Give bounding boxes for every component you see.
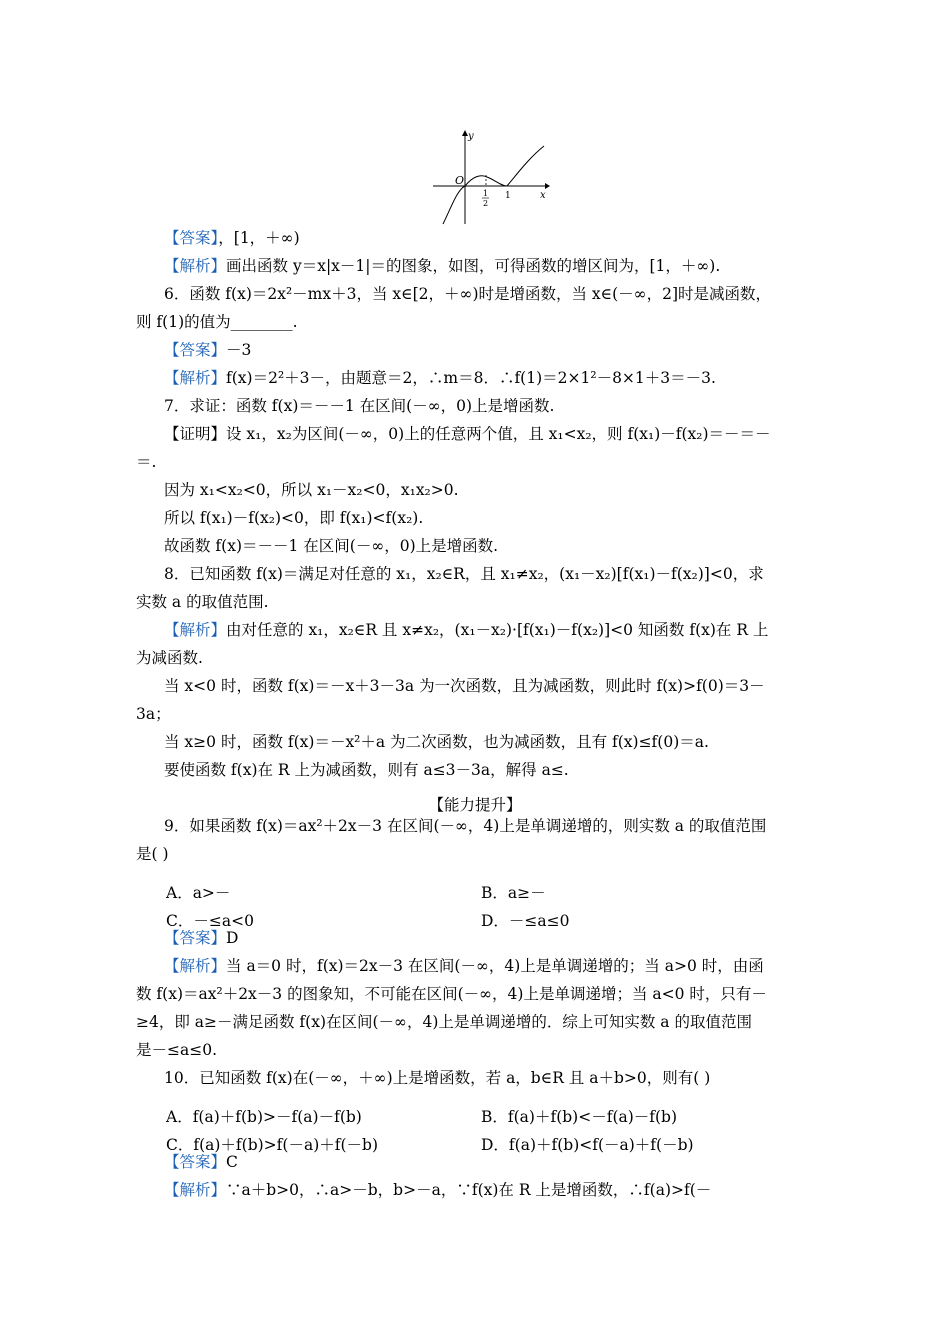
- line-tag: 【答案】: [164, 929, 227, 947]
- line-text: ∵a＋b>0，∴a>－b，b>－a，∵f(x)在 R 上是增函数，∴f(a)>f(－: [226, 1181, 712, 1199]
- line-text: 9．如果函数 f(x)＝ax²＋2x－3 在区间(－∞，4)上是单调递增的，则实数 a 的取值范围: [164, 817, 767, 835]
- line-text: 是( ): [136, 845, 169, 863]
- x-axis-arrow: [545, 183, 550, 189]
- y-axis-label: y: [468, 131, 474, 142]
- line-text: 数 f(x)＝ax²＋2x－3 的图象知，不可能在区间(－∞，4)上是单调递增；当 a<0 时，只有－: [136, 985, 767, 1003]
- text-line: [136, 647, 203, 669]
- text-line: [164, 507, 423, 529]
- line-text: 当 x<0 时，函数 f(x)＝－x＋3－3a 为一次函数，且为减函数，则此时 f(x)>f(0)＝3－: [164, 677, 765, 695]
- text-line: [164, 339, 251, 361]
- line-text: C: [226, 1153, 238, 1171]
- line-tag: 【答案】: [164, 1153, 227, 1171]
- line-tag: 【答案】: [164, 341, 227, 359]
- line-text: 7．求证：函数 f(x)＝－－1 在区间(－∞，0)上是增函数.: [164, 397, 555, 415]
- line-text: 因为 x₁<x₂<0，所以 x₁－x₂<0，x₁x₂>0.: [164, 481, 459, 499]
- text-line: [164, 619, 768, 641]
- line-text: 所以 f(x₁)－f(x₂)<0，即 f(x₁)<f(x₂).: [164, 509, 424, 527]
- text-line: [136, 983, 767, 1005]
- text-line: [136, 451, 156, 473]
- text-line: [164, 395, 554, 417]
- line-text: ≥4，即 a≥－满足函数 f(x)在区间(－∞，4)上是单调递增的．综上可知实数 a 的取值范围: [136, 1013, 752, 1031]
- q10-option-a: A．f(a)＋f(b)>－f(a)－f(b): [166, 1108, 362, 1126]
- section-title: 【能力提升】: [428, 796, 522, 814]
- text-line: [164, 675, 765, 697]
- line-text: 当 x≥0 时，函数 f(x)＝－x²＋a 为二次函数，也为减函数，且有 f(x)≤f(0)＝a.: [164, 733, 709, 751]
- q10-option-b: B．f(a)＋f(b)<－f(a)－f(b): [481, 1108, 678, 1126]
- tick-one-label: 1: [505, 191, 511, 201]
- origin-label: O: [455, 174, 465, 187]
- text-line: [164, 955, 764, 977]
- tick-half-label: 1: [483, 189, 489, 198]
- tick-half-denominator: 2: [483, 199, 489, 208]
- line-text: 由对任意的 x₁，x₂∈R 且 x≠x₂，(x₁－x₂)·[f(x₁)－f(x₂)]<0 知函数 f(x)在 R 上: [226, 621, 769, 639]
- text-line: [164, 731, 709, 753]
- text-line: [164, 1067, 710, 1089]
- text-line: [164, 367, 716, 389]
- line-text: 8．已知函数 f(x)＝满足对任意的 x₁，x₂∈R，且 x₁≠x₂，(x₁－x₂)[f(x₁)－f(x₂)]<0，求: [164, 565, 764, 583]
- text-line: [164, 479, 459, 501]
- line-text: 10．已知函数 f(x)在(－∞，＋∞)上是增函数，若 a，b∈R 且 a＋b>0，则有( ): [164, 1069, 711, 1087]
- line-text: 实数 a 的取值范围.: [136, 593, 269, 611]
- line-text: 当 a＝0 时，f(x)＝2x－3 在区间(－∞，4)上是单调递增的；当 a>0 时，由函: [226, 957, 764, 975]
- line-text: －3: [226, 341, 252, 359]
- line-text: 画出函数 y＝x|x－1|＝的图象，如图，可得函数的增区间为，[1，＋∞).: [226, 257, 721, 275]
- text-line: [164, 255, 720, 277]
- q9-option-b: B．a≥－: [481, 884, 546, 902]
- line-tag: 【解析】: [164, 257, 227, 275]
- text-line: [164, 563, 764, 585]
- line-text: 是－≤a≤0.: [136, 1041, 218, 1059]
- line-text: ＝.: [136, 453, 157, 471]
- text-line: [136, 591, 269, 613]
- line-text: 则 f(1)的值为________.: [136, 313, 298, 331]
- q9-option-a: A．a>－: [166, 884, 231, 902]
- line-tag: 【答案】: [164, 229, 219, 247]
- function-graph: [425, 128, 550, 226]
- line-tag: 【解析】: [164, 1181, 227, 1199]
- line-tag: 【解析】: [164, 621, 227, 639]
- line-text: 6．函数 f(x)＝2x²－mx＋3，当 x∈[2，＋∞)时是增函数，当 x∈(－∞，2]时是减函数，: [164, 285, 771, 303]
- q10-option-d: D．f(a)＋f(b)<f(－a)＋f(－b): [481, 1136, 694, 1154]
- q9-option-c: C．－≤a<0: [166, 912, 254, 930]
- line-text: ，[1，＋∞): [218, 229, 300, 247]
- line-text: 故函数 f(x)＝－－1 在区间(－∞，0)上是增函数.: [164, 537, 499, 555]
- line-text: D: [226, 929, 239, 947]
- line-tag: 【解析】: [164, 369, 227, 387]
- text-line: [164, 759, 569, 781]
- text-line: [164, 535, 498, 557]
- line-text: 要使函数 f(x)在 R 上为减函数，则有 a≤3－3a，解得 a≤.: [164, 761, 569, 779]
- q10-option-c: C．f(a)＋f(b)>f(－a)＋f(－b): [166, 1136, 378, 1154]
- text-line: [136, 311, 298, 333]
- text-line: [164, 283, 771, 305]
- line-text: 3a；: [136, 705, 171, 723]
- text-line: [164, 815, 766, 837]
- line-text: 为减函数.: [136, 649, 203, 667]
- line-tag: 【解析】: [164, 957, 227, 975]
- line-text: 【证明】设 x₁，x₂为区间(－∞，0)上的任意两个值，且 x₁<x₂，则 f(x₁)－f(x₂)＝－＝－: [164, 425, 771, 443]
- text-line: [164, 423, 771, 445]
- x-axis-label: x: [540, 190, 546, 201]
- q9-option-d: D．－≤a≤0: [481, 912, 570, 930]
- text-line: [164, 227, 300, 249]
- text-line: [136, 843, 169, 865]
- text-line: [136, 703, 171, 725]
- line-text: f(x)＝2²＋3－，由题意＝2，∴m＝8．∴f(1)＝2×1²－8×1＋3＝－3.: [226, 369, 716, 387]
- text-line: [136, 1011, 752, 1033]
- text-line: [136, 1039, 217, 1061]
- text-line: [164, 1179, 711, 1201]
